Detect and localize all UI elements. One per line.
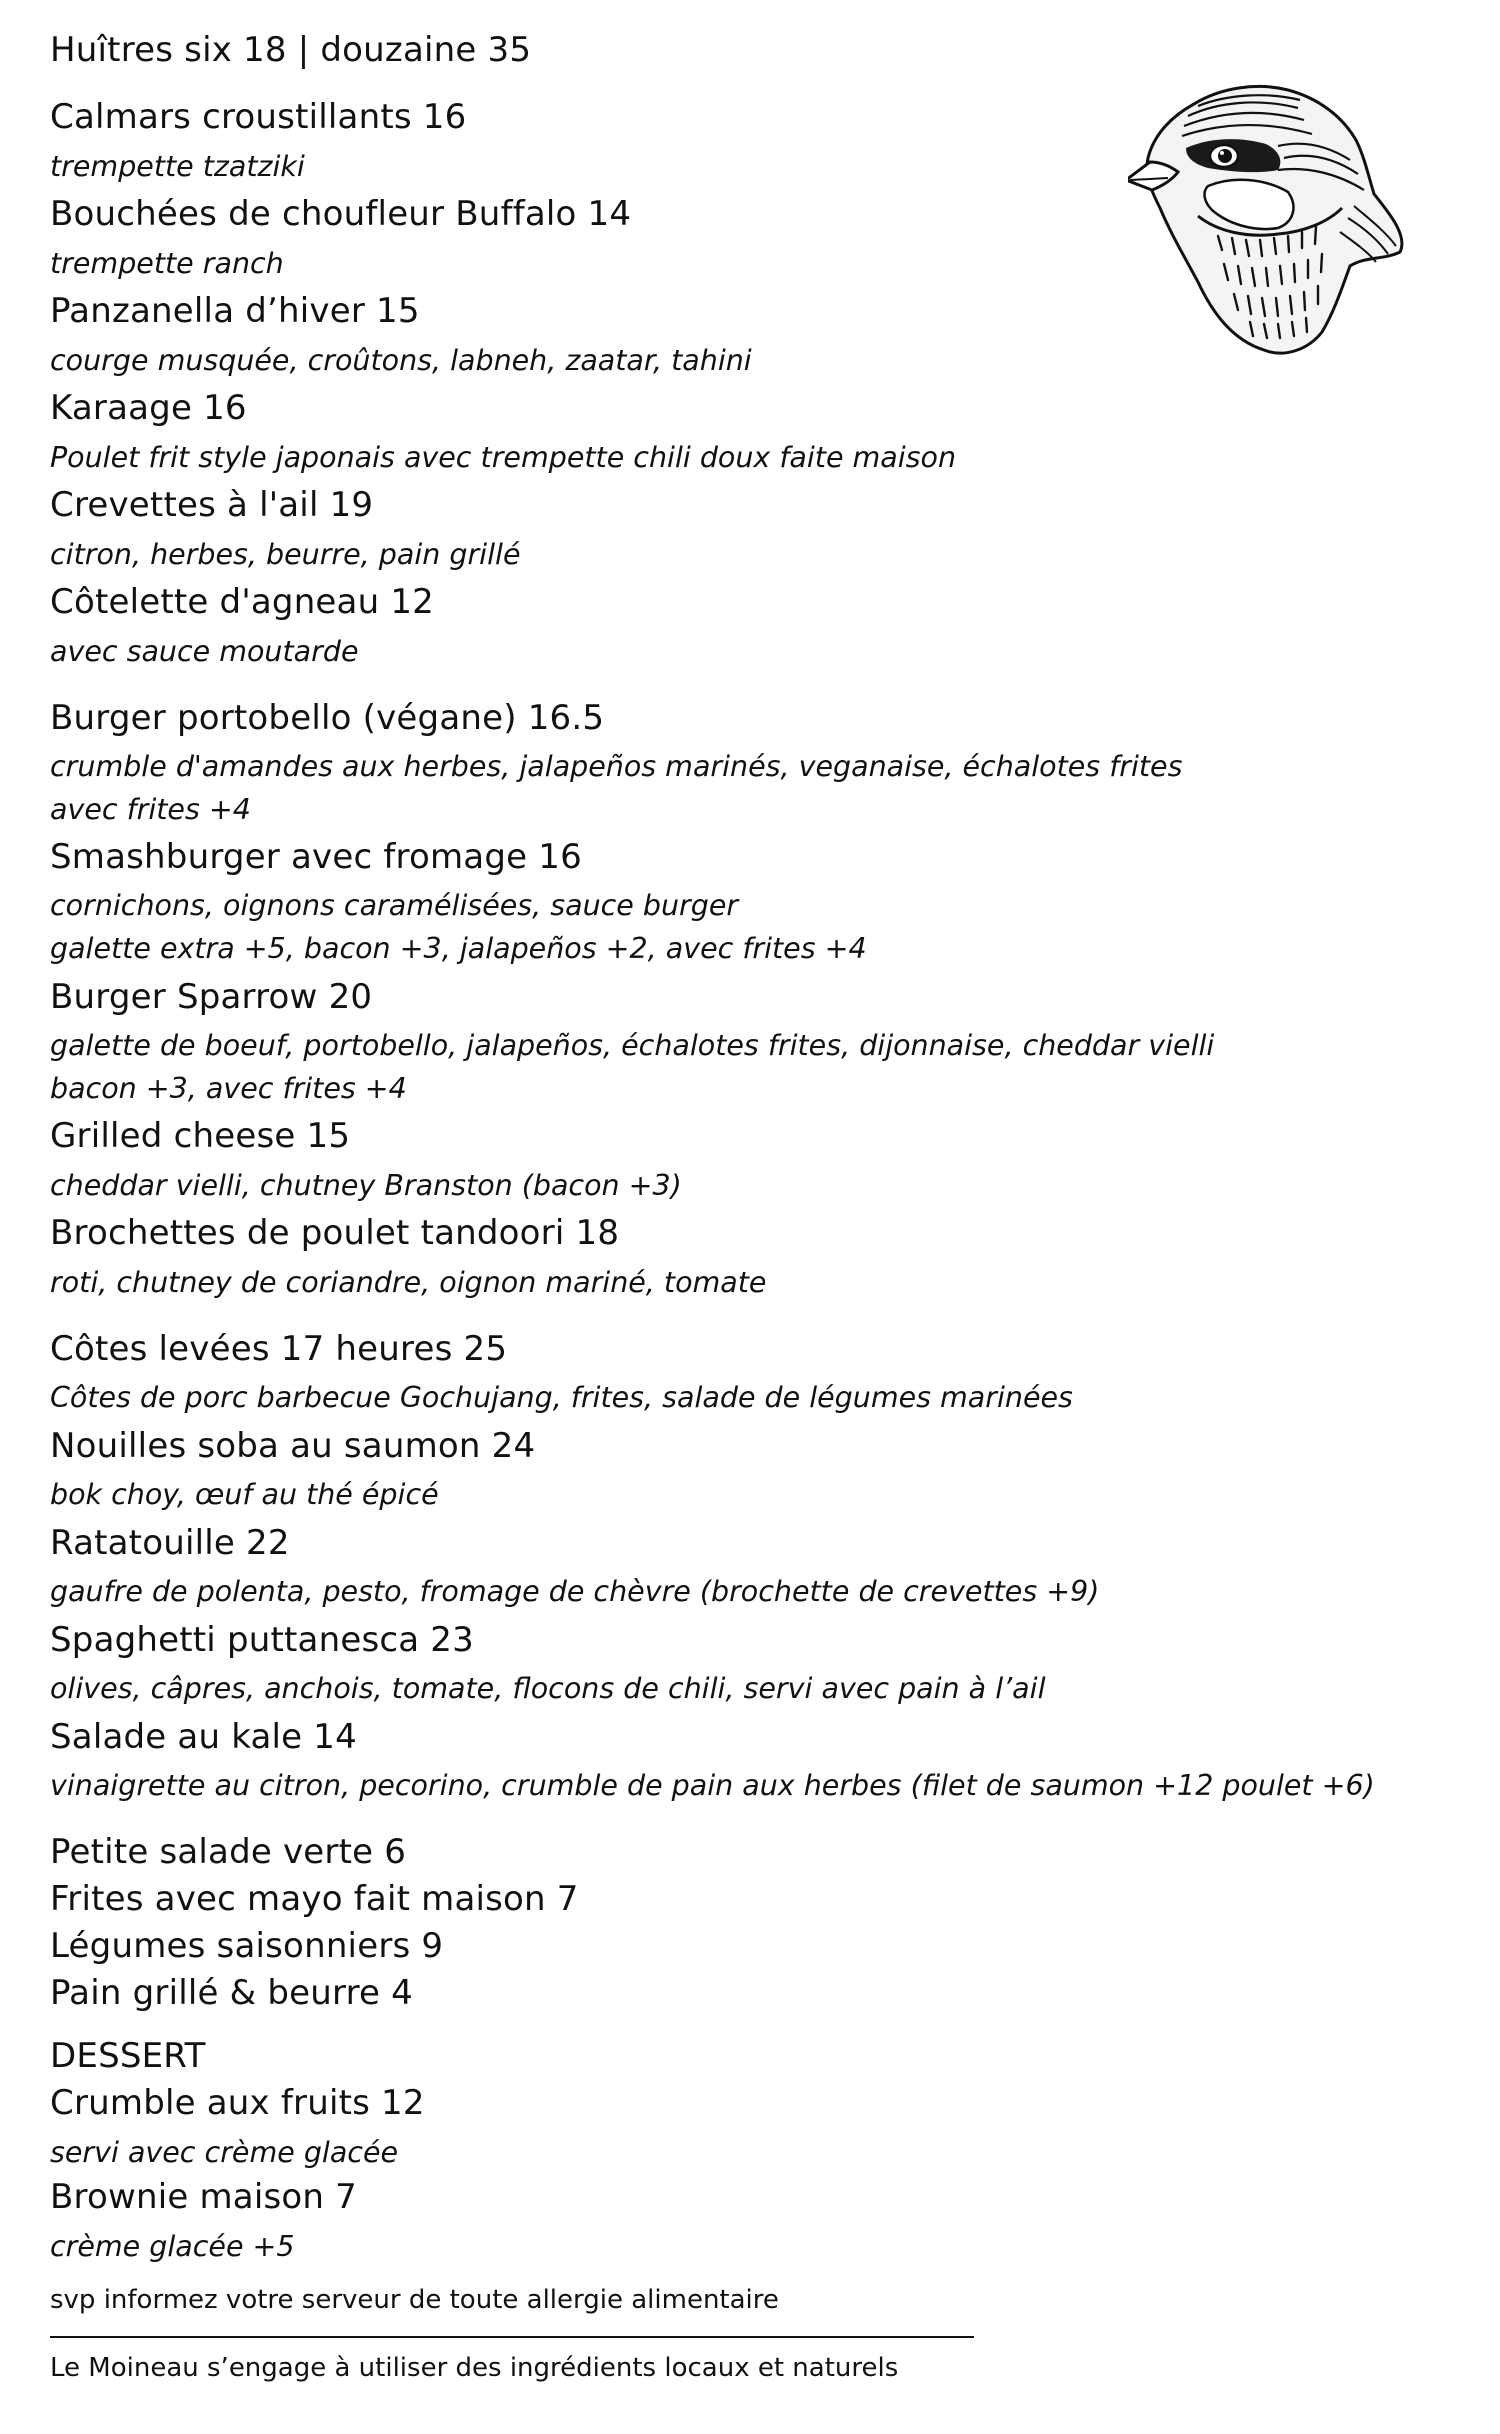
item-karaage-title: Karaage 16 — [50, 388, 247, 428]
item-spaghetti-title: Spaghetti puttanesca 23 — [50, 1620, 474, 1660]
allergy-notice: svp informez votre serveur de toute allergie alimentaire — [50, 2285, 779, 2315]
item-shrimp-desc: citron, herbes, beurre, pain grillé — [50, 538, 521, 571]
item-tandoori-desc: roti, chutney de coriandre, oignon mariné, tomate — [50, 1266, 767, 1299]
item-ratatouille-desc: gaufre de polenta, pesto, fromage de chèvre (brochette de crevettes +9) — [50, 1575, 1100, 1608]
item-kale-salad-desc: vinaigrette au citron, pecorino, crumble de pain aux herbes (filet de saumon +12 poulet +6) — [50, 1769, 1375, 1802]
item-calamari-desc: trempette tzatziki — [50, 150, 305, 183]
item-portobello-burger-desc: crumble d'amandes aux herbes, jalapeños marinés, veganaise, échalotes frites — [50, 750, 1183, 783]
sourcing-statement: Le Moineau s’engage à utiliser des ingrédients locaux et naturels — [50, 2353, 899, 2383]
item-smashburger-desc: cornichons, oignons caramélisées, sauce burger — [50, 889, 739, 922]
item-grilled-cheese-title: Grilled cheese 15 — [50, 1116, 351, 1156]
item-sparrow-burger-desc: galette de boeuf, portobello, jalapeños, échalotes frites, dijonnaise, cheddar vielli — [50, 1029, 1215, 1062]
item-tandoori-title: Brochettes de poulet tandoori 18 — [50, 1213, 620, 1253]
item-ribs-desc: Côtes de porc barbecue Gochujang, frites, salade de légumes marinées — [50, 1381, 1073, 1414]
side-vegetables: Légumes saisonniers 9 — [50, 1926, 444, 1966]
item-calamari-title: Calmars croustillants 16 — [50, 97, 467, 137]
item-sparrow-burger-extras: bacon +3, avec frites +4 — [50, 1072, 407, 1105]
side-fries: Frites avec mayo fait maison 7 — [50, 1879, 579, 1919]
item-sparrow-burger-title: Burger Sparrow 20 — [50, 977, 373, 1017]
item-panzanella-desc: courge musquée, croûtons, labneh, zaatar, tahini — [50, 344, 752, 377]
side-green-salad: Petite salade verte 6 — [50, 1832, 407, 1872]
item-kale-salad-title: Salade au kale 14 — [50, 1717, 357, 1757]
dessert-crumble-desc: servi avec crème glacée — [50, 2136, 399, 2169]
dessert-brownie-desc: crème glacée +5 — [50, 2230, 295, 2263]
sparrow-head-icon — [1128, 76, 1416, 364]
item-lamb-desc: avec sauce moutarde — [50, 635, 359, 668]
item-soba-desc: bok choy, œuf au thé épicé — [50, 1478, 439, 1511]
item-soba-title: Nouilles soba au saumon 24 — [50, 1426, 536, 1466]
item-karaage-desc: Poulet frit style japonais avec trempette chili doux faite maison — [50, 441, 957, 474]
side-toast: Pain grillé & beurre 4 — [50, 1973, 413, 2013]
item-panzanella-title: Panzanella d’hiver 15 — [50, 291, 420, 331]
dessert-brownie-title: Brownie maison 7 — [50, 2177, 357, 2217]
item-grilled-cheese-desc: cheddar vielli, chutney Branston (bacon +3) — [50, 1169, 682, 1202]
dessert-heading: DESSERT — [50, 2036, 206, 2076]
item-shrimp-title: Crevettes à l'ail 19 — [50, 485, 374, 525]
item-ratatouille-title: Ratatouille 22 — [50, 1523, 290, 1563]
item-portobello-burger-extra: avec frites +4 — [50, 793, 251, 826]
item-portobello-burger-title: Burger portobello (végane) 16.5 — [50, 698, 605, 738]
item-cauliflower-title: Bouchées de choufleur Buffalo 14 — [50, 194, 632, 234]
oysters-price-line: Huîtres six 18 | douzaine 35 — [50, 30, 532, 70]
item-ribs-title: Côtes levées 17 heures 25 — [50, 1329, 508, 1369]
dessert-crumble-title: Crumble aux fruits 12 — [50, 2083, 425, 2123]
item-smashburger-title: Smashburger avec fromage 16 — [50, 837, 582, 877]
item-cauliflower-desc: trempette ranch — [50, 247, 284, 280]
footer-divider — [50, 2336, 974, 2338]
item-smashburger-extras: galette extra +5, bacon +3, jalapeños +2, avec frites +4 — [50, 932, 867, 965]
item-spaghetti-desc: olives, câpres, anchois, tomate, flocons de chili, servi avec pain à l’ail — [50, 1672, 1046, 1705]
item-lamb-title: Côtelette d'agneau 12 — [50, 582, 435, 622]
